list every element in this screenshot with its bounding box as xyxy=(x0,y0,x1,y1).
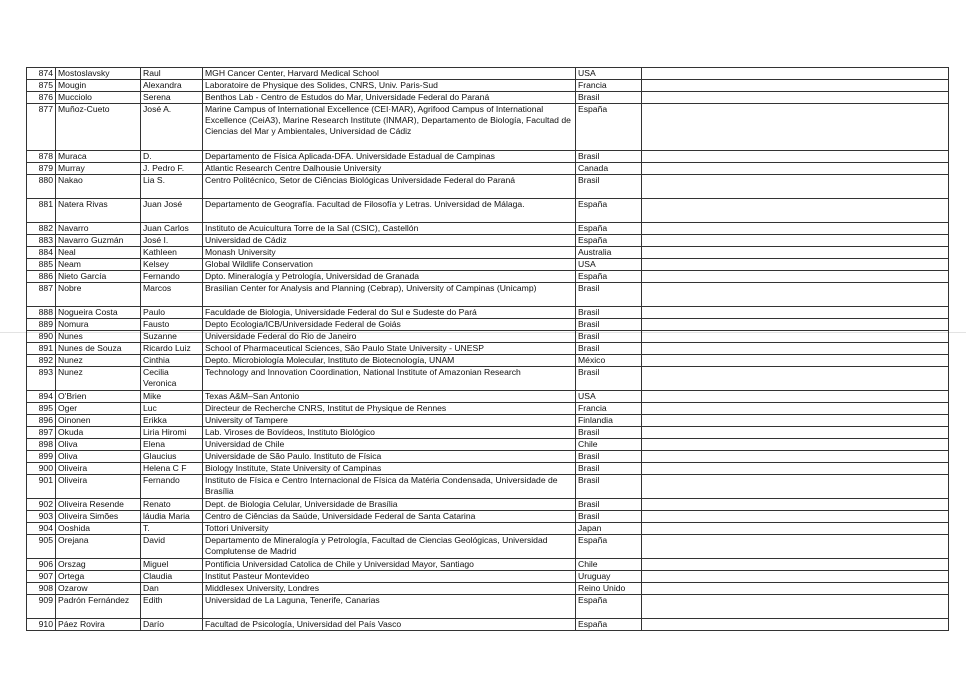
country-cell: Brasil xyxy=(576,427,642,439)
institution-cell: Institut Pasteur Montevideo xyxy=(203,571,576,583)
row-number: 910 xyxy=(27,619,56,631)
country-cell: Brasil xyxy=(576,475,642,499)
first-name-cell: José I. xyxy=(141,235,203,247)
institution-cell: Departamento de Mineralogía y Petrología, Facultad de Ciencias Geológicas, Universidad Complutense de Madrid xyxy=(203,535,576,559)
table-row xyxy=(27,511,949,523)
table-row xyxy=(27,535,949,559)
country-cell: Chile xyxy=(576,559,642,571)
first-name-cell: Cinthia xyxy=(141,355,203,367)
surname-cell: Oliva xyxy=(56,451,141,463)
row-number: 878 xyxy=(27,151,56,163)
first-name-cell: Liria Hiromi xyxy=(141,427,203,439)
institution-cell: Technology and Innovation Coordination, National Institute of Amazonian Research xyxy=(203,367,576,391)
table-row xyxy=(27,427,949,439)
surname-cell: Oliveira Resende xyxy=(56,499,141,511)
country-cell: España xyxy=(576,619,642,631)
row-number: 894 xyxy=(27,391,56,403)
country-cell: Brasil xyxy=(576,283,642,307)
surname-cell: Oliveira xyxy=(56,463,141,475)
institution-cell: Directeur de Recherche CNRS, Institut de Physique de Rennes xyxy=(203,403,576,415)
first-name-cell: Fernando xyxy=(141,271,203,283)
empty-cell xyxy=(642,175,949,199)
surname-cell: Orejana xyxy=(56,535,141,559)
surname-cell: Murray xyxy=(56,163,141,175)
empty-cell xyxy=(642,331,949,343)
country-cell: España xyxy=(576,595,642,619)
institution-cell: Pontificia Universidad Catolica de Chile y Universidad Mayor, Santiago xyxy=(203,559,576,571)
institution-cell: Texas A&M–San Antonio xyxy=(203,391,576,403)
first-name-cell: Alexandra xyxy=(141,80,203,92)
table-row xyxy=(27,367,949,391)
table-row xyxy=(27,307,949,319)
table-row xyxy=(27,475,949,499)
first-name-cell: Miguel xyxy=(141,559,203,571)
institution-cell: Benthos Lab - Centro de Estudos do Mar, Universidade Federal do Paraná xyxy=(203,92,576,104)
institution-cell: Dept. de Biologia Celular, Universidade de Brasília xyxy=(203,499,576,511)
empty-cell xyxy=(642,367,949,391)
first-name-cell: Edith xyxy=(141,595,203,619)
country-cell: España xyxy=(576,199,642,223)
empty-cell xyxy=(642,271,949,283)
institution-cell: Universidad de Chile xyxy=(203,439,576,451)
first-name-cell: Marcos xyxy=(141,283,203,307)
country-cell: Brasil xyxy=(576,367,642,391)
surname-cell: Oinonen xyxy=(56,415,141,427)
empty-cell xyxy=(642,571,949,583)
country-cell: USA xyxy=(576,259,642,271)
country-cell: Brasil xyxy=(576,511,642,523)
empty-cell xyxy=(642,523,949,535)
country-cell: Francia xyxy=(576,80,642,92)
empty-cell xyxy=(642,80,949,92)
first-name-cell: Erikka xyxy=(141,415,203,427)
institution-cell: Instituto de Física e Centro Internacional de Física da Matéria Condensada, Universidade de Brasília xyxy=(203,475,576,499)
surname-cell: Orszag xyxy=(56,559,141,571)
table-row xyxy=(27,331,949,343)
country-cell: Chile xyxy=(576,439,642,451)
empty-cell xyxy=(642,319,949,331)
country-cell: Finlandia xyxy=(576,415,642,427)
row-number: 877 xyxy=(27,104,56,151)
country-cell: USA xyxy=(576,391,642,403)
row-number: 881 xyxy=(27,199,56,223)
row-number: 892 xyxy=(27,355,56,367)
surname-cell: Navarro Guzmán xyxy=(56,235,141,247)
institution-cell: Facultad de Psicología, Universidad del País Vasco xyxy=(203,619,576,631)
surname-cell: Nieto García xyxy=(56,271,141,283)
empty-cell xyxy=(642,151,949,163)
institution-cell: Marine Campus of International Excellence (CEI·MAR), Agrifood Campus of International Excellence (CeiA3), Marine Research Institute (INMAR), Departamento de Biología, Facultad de Ciencias del Mar y Ambientales, Universidad de Cádiz xyxy=(203,104,576,151)
table-row xyxy=(27,451,949,463)
institution-cell: University of Tampere xyxy=(203,415,576,427)
participants-table xyxy=(26,67,949,631)
empty-cell xyxy=(642,475,949,499)
surname-cell: Okuda xyxy=(56,427,141,439)
row-number: 905 xyxy=(27,535,56,559)
institution-cell: Lab. Viroses de Bovídeos, Instituto Biológico xyxy=(203,427,576,439)
first-name-cell: Juan José xyxy=(141,199,203,223)
country-cell: Australia xyxy=(576,247,642,259)
first-name-cell: láudia Maria xyxy=(141,511,203,523)
row-number: 903 xyxy=(27,511,56,523)
institution-cell: Universidad de La Laguna, Tenerife, Canarias xyxy=(203,595,576,619)
surname-cell: Nakao xyxy=(56,175,141,199)
country-cell: Brasil xyxy=(576,499,642,511)
first-name-cell: Serena xyxy=(141,92,203,104)
surname-cell: Padrón Fernández xyxy=(56,595,141,619)
row-number: 883 xyxy=(27,235,56,247)
empty-cell xyxy=(642,403,949,415)
country-cell: Uruguay xyxy=(576,571,642,583)
first-name-cell: Luc xyxy=(141,403,203,415)
empty-cell xyxy=(642,427,949,439)
row-number: 897 xyxy=(27,427,56,439)
table-row xyxy=(27,583,949,595)
row-number: 889 xyxy=(27,319,56,331)
first-name-cell: Ricardo Luiz xyxy=(141,343,203,355)
institution-cell: Laboratoire de Physique des Solides, CNRS, Univ. Paris-Sud xyxy=(203,80,576,92)
table-row xyxy=(27,319,949,331)
institution-cell: Atlantic Research Centre Dalhousie University xyxy=(203,163,576,175)
empty-cell xyxy=(642,259,949,271)
table-row xyxy=(27,559,949,571)
table-row xyxy=(27,259,949,271)
empty-cell xyxy=(642,559,949,571)
row-number: 896 xyxy=(27,415,56,427)
surname-cell: Ortega xyxy=(56,571,141,583)
institution-cell: Dpto. Mineralogía y Petrología, Universidad de Granada xyxy=(203,271,576,283)
table-row xyxy=(27,343,949,355)
country-cell: España xyxy=(576,535,642,559)
empty-cell xyxy=(642,511,949,523)
empty-cell xyxy=(642,499,949,511)
row-number: 907 xyxy=(27,571,56,583)
institution-cell: Universidad de Cádiz xyxy=(203,235,576,247)
surname-cell: Nunez xyxy=(56,355,141,367)
surname-cell: Nobre xyxy=(56,283,141,307)
table-row xyxy=(27,439,949,451)
surname-cell: Navarro xyxy=(56,223,141,235)
country-cell: Brasil xyxy=(576,331,642,343)
row-number: 888 xyxy=(27,307,56,319)
row-number: 891 xyxy=(27,343,56,355)
surname-cell: Muraca xyxy=(56,151,141,163)
surname-cell: Ooshida xyxy=(56,523,141,535)
empty-cell xyxy=(642,307,949,319)
surname-cell: Nunes xyxy=(56,331,141,343)
first-name-cell: Claudia xyxy=(141,571,203,583)
empty-cell xyxy=(642,619,949,631)
first-name-cell: Glaucius xyxy=(141,451,203,463)
empty-cell xyxy=(642,439,949,451)
empty-cell xyxy=(642,199,949,223)
row-number: 876 xyxy=(27,92,56,104)
empty-cell xyxy=(642,68,949,80)
country-cell: Brasil xyxy=(576,307,642,319)
table-row xyxy=(27,92,949,104)
row-number: 893 xyxy=(27,367,56,391)
table-row xyxy=(27,355,949,367)
institution-cell: School of Pharmaceutical Sciences, São Paulo State University - UNESP xyxy=(203,343,576,355)
table-row xyxy=(27,235,949,247)
surname-cell: Oliva xyxy=(56,439,141,451)
country-cell: Francia xyxy=(576,403,642,415)
surname-cell: Mougin xyxy=(56,80,141,92)
country-cell: Brasil xyxy=(576,343,642,355)
surname-cell: Neam xyxy=(56,259,141,271)
table-row xyxy=(27,415,949,427)
first-name-cell: David xyxy=(141,535,203,559)
table-row xyxy=(27,595,949,619)
empty-cell xyxy=(642,463,949,475)
country-cell: USA xyxy=(576,68,642,80)
empty-cell xyxy=(642,415,949,427)
first-name-cell: Fernando xyxy=(141,475,203,499)
country-cell: Brasil xyxy=(576,151,642,163)
first-name-cell: T. xyxy=(141,523,203,535)
country-cell: Japan xyxy=(576,523,642,535)
institution-cell: Faculdade de Biologia, Universidade Federal do Sul e Sudeste do Pará xyxy=(203,307,576,319)
surname-cell: Nogueira Costa xyxy=(56,307,141,319)
country-cell: Brasil xyxy=(576,92,642,104)
table-row xyxy=(27,80,949,92)
first-name-cell: Paulo xyxy=(141,307,203,319)
institution-cell: Universidade Federal do Rio de Janeiro xyxy=(203,331,576,343)
table-body xyxy=(27,68,949,631)
table-row xyxy=(27,499,949,511)
row-number: 909 xyxy=(27,595,56,619)
table-row xyxy=(27,571,949,583)
empty-cell xyxy=(642,235,949,247)
first-name-cell: José A. xyxy=(141,104,203,151)
row-number: 895 xyxy=(27,403,56,415)
row-number: 880 xyxy=(27,175,56,199)
first-name-cell: Renato xyxy=(141,499,203,511)
country-cell: Brasil xyxy=(576,451,642,463)
surname-cell: Páez Rovira xyxy=(56,619,141,631)
row-number: 900 xyxy=(27,463,56,475)
first-name-cell: Kelsey xyxy=(141,259,203,271)
row-number: 882 xyxy=(27,223,56,235)
first-name-cell: Mike xyxy=(141,391,203,403)
row-number: 901 xyxy=(27,475,56,499)
table-row xyxy=(27,271,949,283)
empty-cell xyxy=(642,247,949,259)
first-name-cell: Kathleen xyxy=(141,247,203,259)
first-name-cell: J. Pedro F. xyxy=(141,163,203,175)
row-number: 890 xyxy=(27,331,56,343)
row-number: 875 xyxy=(27,80,56,92)
row-number: 906 xyxy=(27,559,56,571)
table-row xyxy=(27,175,949,199)
first-name-cell: Darío xyxy=(141,619,203,631)
row-number: 886 xyxy=(27,271,56,283)
surname-cell: Nunez xyxy=(56,367,141,391)
row-number: 879 xyxy=(27,163,56,175)
surname-cell: Oger xyxy=(56,403,141,415)
row-number: 898 xyxy=(27,439,56,451)
surname-cell: Nunes de Souza xyxy=(56,343,141,355)
table-row xyxy=(27,463,949,475)
institution-cell: Centro Politécnico, Setor de Ciências Biológicas Universidade Federal do Paraná xyxy=(203,175,576,199)
table-row xyxy=(27,619,949,631)
institution-cell: Depto. Microbiología Molecular, Instituto de Biotecnología, UNAM xyxy=(203,355,576,367)
empty-cell xyxy=(642,283,949,307)
first-name-cell: Fausto xyxy=(141,319,203,331)
institution-cell: Monash University xyxy=(203,247,576,259)
country-cell: Reino Unido xyxy=(576,583,642,595)
institution-cell: Departamento de Geografía. Facultad de Filosofía y Letras. Universidad de Málaga. xyxy=(203,199,576,223)
institution-cell: Middlesex University, Londres xyxy=(203,583,576,595)
row-number: 902 xyxy=(27,499,56,511)
institution-cell: Biology Institute, State University of Campinas xyxy=(203,463,576,475)
surname-cell: Mucciolo xyxy=(56,92,141,104)
table-row xyxy=(27,391,949,403)
surname-cell: Ozarow xyxy=(56,583,141,595)
empty-cell xyxy=(642,595,949,619)
first-name-cell: Juan Carlos xyxy=(141,223,203,235)
country-cell: Brasil xyxy=(576,175,642,199)
surname-cell: Mostoslavsky xyxy=(56,68,141,80)
row-number: 885 xyxy=(27,259,56,271)
empty-cell xyxy=(642,535,949,559)
surname-cell: Nomura xyxy=(56,319,141,331)
first-name-cell: Raul xyxy=(141,68,203,80)
row-number: 884 xyxy=(27,247,56,259)
institution-cell: MGH Cancer Center, Harvard Medical School xyxy=(203,68,576,80)
empty-cell xyxy=(642,355,949,367)
surname-cell: Neal xyxy=(56,247,141,259)
row-number: 899 xyxy=(27,451,56,463)
institution-cell: Instituto de Acuicultura Torre de la Sal (CSIC), Castellón xyxy=(203,223,576,235)
surname-cell: Natera Rivas xyxy=(56,199,141,223)
empty-cell xyxy=(642,223,949,235)
surname-cell: O'Brien xyxy=(56,391,141,403)
country-cell: España xyxy=(576,104,642,151)
country-cell: México xyxy=(576,355,642,367)
empty-cell xyxy=(642,391,949,403)
empty-cell xyxy=(642,583,949,595)
country-cell: Brasil xyxy=(576,463,642,475)
empty-cell xyxy=(642,92,949,104)
country-cell: Canada xyxy=(576,163,642,175)
surname-cell: Muñoz-Cueto xyxy=(56,104,141,151)
row-number: 904 xyxy=(27,523,56,535)
empty-cell xyxy=(642,163,949,175)
institution-cell: Universidade de São Paulo. Instituto de Física xyxy=(203,451,576,463)
empty-cell xyxy=(642,343,949,355)
table-row xyxy=(27,163,949,175)
row-number: 908 xyxy=(27,583,56,595)
country-cell: España xyxy=(576,235,642,247)
table-row xyxy=(27,151,949,163)
first-name-cell: D. xyxy=(141,151,203,163)
country-cell: España xyxy=(576,271,642,283)
first-name-cell: Elena xyxy=(141,439,203,451)
table-row xyxy=(27,223,949,235)
row-number: 874 xyxy=(27,68,56,80)
institution-cell: Centro de Ciências da Saúde, Universidade Federal de Santa Catarina xyxy=(203,511,576,523)
country-cell: Brasil xyxy=(576,319,642,331)
institution-cell: Tottori University xyxy=(203,523,576,535)
institution-cell: Global Wildlife Conservation xyxy=(203,259,576,271)
first-name-cell: Cecilia Veronica xyxy=(141,367,203,391)
country-cell: España xyxy=(576,223,642,235)
empty-cell xyxy=(642,104,949,151)
first-name-cell: Suzanne xyxy=(141,331,203,343)
table-row xyxy=(27,199,949,223)
institution-cell: Brasilian Center for Analysis and Planning (Cebrap), University of Campinas (Unicamp) xyxy=(203,283,576,307)
first-name-cell: Lia S. xyxy=(141,175,203,199)
table-row xyxy=(27,403,949,415)
table-row xyxy=(27,104,949,151)
empty-cell xyxy=(642,451,949,463)
first-name-cell: Helena C F xyxy=(141,463,203,475)
table-row xyxy=(27,283,949,307)
row-number: 887 xyxy=(27,283,56,307)
institution-cell: Departamento de Física Aplicada-DFA. Universidade Estadual de Campinas xyxy=(203,151,576,163)
surname-cell: Oliveira Simões xyxy=(56,511,141,523)
table-row xyxy=(27,247,949,259)
institution-cell: Depto Ecologia/ICB/Universidade Federal de Goiás xyxy=(203,319,576,331)
surname-cell: Oliveira xyxy=(56,475,141,499)
table-row xyxy=(27,523,949,535)
first-name-cell: Dan xyxy=(141,583,203,595)
table-row xyxy=(27,68,949,80)
